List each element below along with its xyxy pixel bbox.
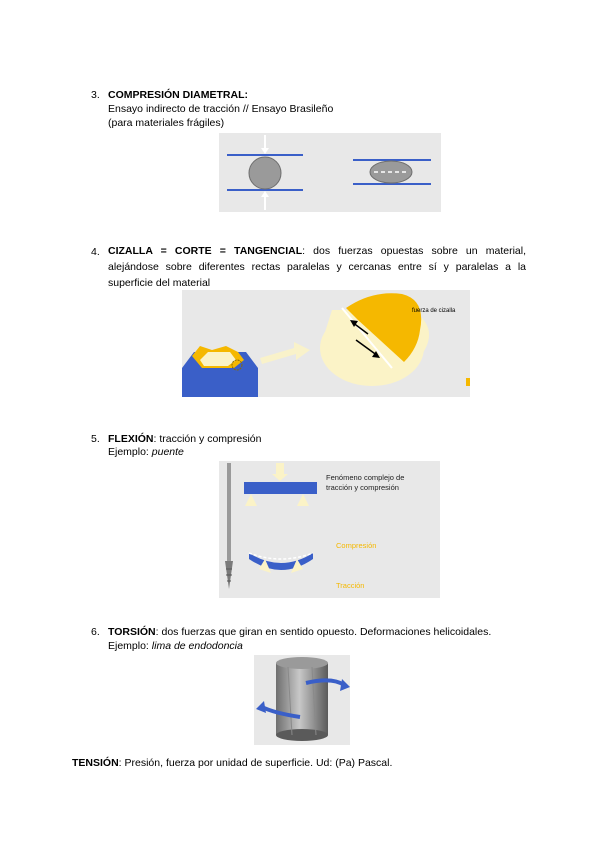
section-6-example-prefix: Ejemplo: <box>108 640 152 652</box>
section-5-line-2 <box>108 446 184 459</box>
section-6-example: lima de endodoncia <box>151 640 243 652</box>
section-5-example: puente <box>151 446 184 458</box>
flexion-caption-2: tracción y compresión <box>326 483 399 492</box>
section-4-number: 4. <box>91 246 100 258</box>
flexion-caption-1: Fenómeno complejo de <box>326 473 405 482</box>
section-6-line-2 <box>108 640 243 653</box>
tension-rest: : Presión, fuerza por unidad de superficie. Ud: (Pa) Pascal. <box>118 757 393 769</box>
section-6-title: TORSIÓN <box>108 626 156 638</box>
section-6-line-1 <box>108 626 491 639</box>
tension-title: TENSIÓN <box>72 757 119 769</box>
section-3-line-1: Ensayo indirecto de tracción // Ensayo Brasileño <box>108 103 334 115</box>
flexion-traction-label: Tracción <box>336 581 365 590</box>
shear-figure <box>182 290 470 397</box>
section-3-number: 3. <box>91 89 100 101</box>
section-5-rest: : tracción y compresión <box>153 433 262 445</box>
torsion-figure <box>254 655 350 745</box>
section-5-example-prefix: Ejemplo: <box>108 446 152 458</box>
section-4-rest: : dos fuerzas opuestas sobre un material, alejándose sobre diferentes rectas paralelas y cercanas entre sí y paralelas a la superficie del material <box>108 245 526 289</box>
section-5-title: FLEXIÓN <box>108 433 154 445</box>
section-6-number: 6. <box>91 626 100 638</box>
shear-force-label: fuerza de cizalla <box>412 308 456 314</box>
section-3-title: COMPRESIÓN DIAMETRAL: <box>108 89 248 101</box>
section-5-line-1 <box>108 433 261 446</box>
section-5-number: 5. <box>91 433 100 445</box>
section-4-title: CIZALLA = CORTE = TANGENCIAL <box>108 245 303 257</box>
compression-diametral-figure <box>219 133 441 212</box>
flexion-figure <box>219 461 440 598</box>
section-3-line-2: (para materiales frágiles) <box>108 117 225 129</box>
section-4-text <box>108 243 526 291</box>
flexion-compression-label: Compresión <box>336 541 377 550</box>
tension-definition <box>72 757 392 770</box>
section-6-rest: : dos fuerzas que giran en sentido opuesto. Deformaciones helicoidales. <box>155 626 492 638</box>
